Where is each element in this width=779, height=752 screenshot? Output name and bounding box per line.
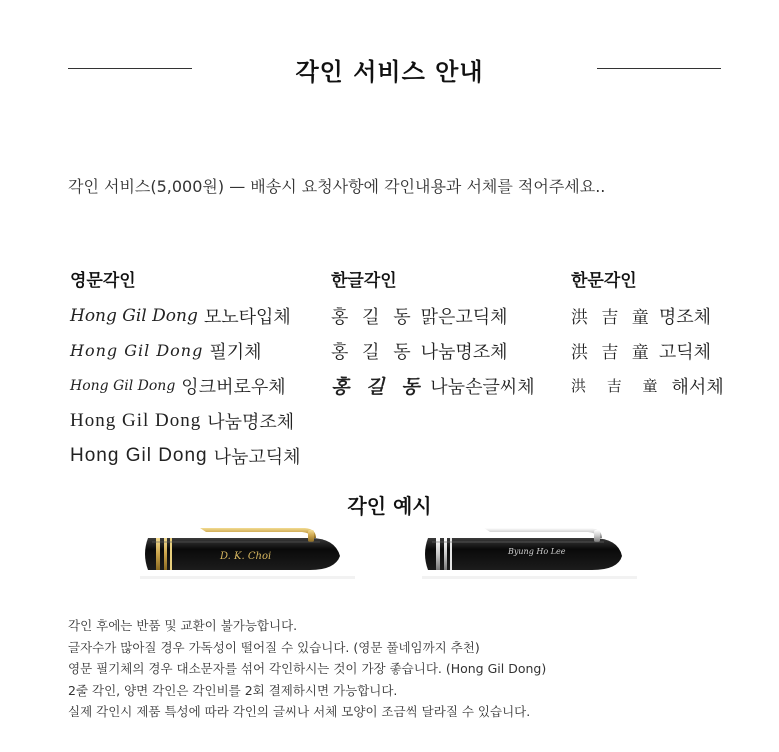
example-title: 각인 예시 [347,494,432,518]
font-name: 명조체 [658,306,711,328]
hanja-sample: 洪 吉 童 [571,308,653,328]
english-row-inkburrow [70,368,301,403]
font-name: 고딕체 [658,341,711,363]
hanja-engraving-column [571,266,724,403]
font-name: 나눔고딕체 [213,446,301,468]
font-name: 나눔명조체 [420,341,508,363]
english-sample: Hong Gil Dong [70,377,176,394]
hanja-sample: 洪 吉 童 [571,343,653,363]
font-name: 잉크버로우체 [181,376,286,398]
title-rule-right [597,68,721,69]
page-title: 각인 서비스 안내 [295,58,484,86]
english-row-myeongjo [70,403,301,438]
korean-sample: 홍 길 동 [331,376,425,398]
note-line: 글자수가 많아질 경우 가독성이 떨어질 수 있습니다. (영문 풀네임까지 추천) [68,639,480,655]
note-line: 각인 후에는 반품 및 교환이 불가능합니다. [68,618,298,633]
font-name: 맑은고딕체 [420,306,508,328]
korean-row-myeongjo [331,333,535,368]
font-name: 필기체 [209,341,262,363]
english-sample: Hong Gil Dong [70,305,198,326]
pen-gold-example [140,518,355,580]
note-line: 영문 필기체의 경우 대소문자를 섞어 각인하시는 것이 가장 좋습니다. (Hong Gil Dong) [68,661,547,676]
english-column-heading: 영문각인 [70,271,136,291]
hanja-column-heading: 한문각인 [571,271,637,291]
font-name: 모노타입체 [203,306,291,328]
notes-list [68,615,546,723]
english-engraving-column [70,266,301,473]
korean-row-malgun [331,298,535,333]
korean-row-handwriting [331,368,535,403]
pen-silver-example [422,518,637,580]
pen-engraving-text: Byung Ho Lee [508,547,566,556]
intro-text: 각인 서비스(5,000원) — 배송시 요청사항에 각인내용과 서체를 적어주세요.. [68,177,606,196]
note-line: 실제 각인시 제품 특성에 따라 각인의 글씨나 서체 모양이 조금씩 달라질 수 있습니다. [68,704,531,719]
english-sample: Hong Gil Dong [70,409,202,431]
english-row-gothic [70,438,301,473]
korean-sample: 홍 길 동 [331,341,415,363]
english-sample: Hong Gil Dong [70,341,204,360]
hanja-row-haeseo [571,368,724,403]
hanja-row-myeongjo [571,298,724,333]
hanja-sample: 洪 吉 童 [571,377,666,395]
hanja-row-gothic [571,333,724,368]
font-name: 해서체 [671,376,724,398]
font-name: 나눔손글씨체 [430,376,535,398]
korean-sample: 홍 길 동 [331,306,415,328]
english-sample: Hong Gil Dong [70,444,208,466]
korean-engraving-column [331,266,535,403]
english-row-monotype [70,298,301,333]
font-name: 나눔명조체 [207,411,295,433]
korean-column-heading: 한글각인 [331,271,397,291]
pen-engraving-text: D. K. Choi [220,551,272,562]
note-line: 2줄 각인, 양면 각인은 각인비를 2회 결제하시면 가능합니다. [68,682,398,698]
english-row-script [70,333,301,368]
